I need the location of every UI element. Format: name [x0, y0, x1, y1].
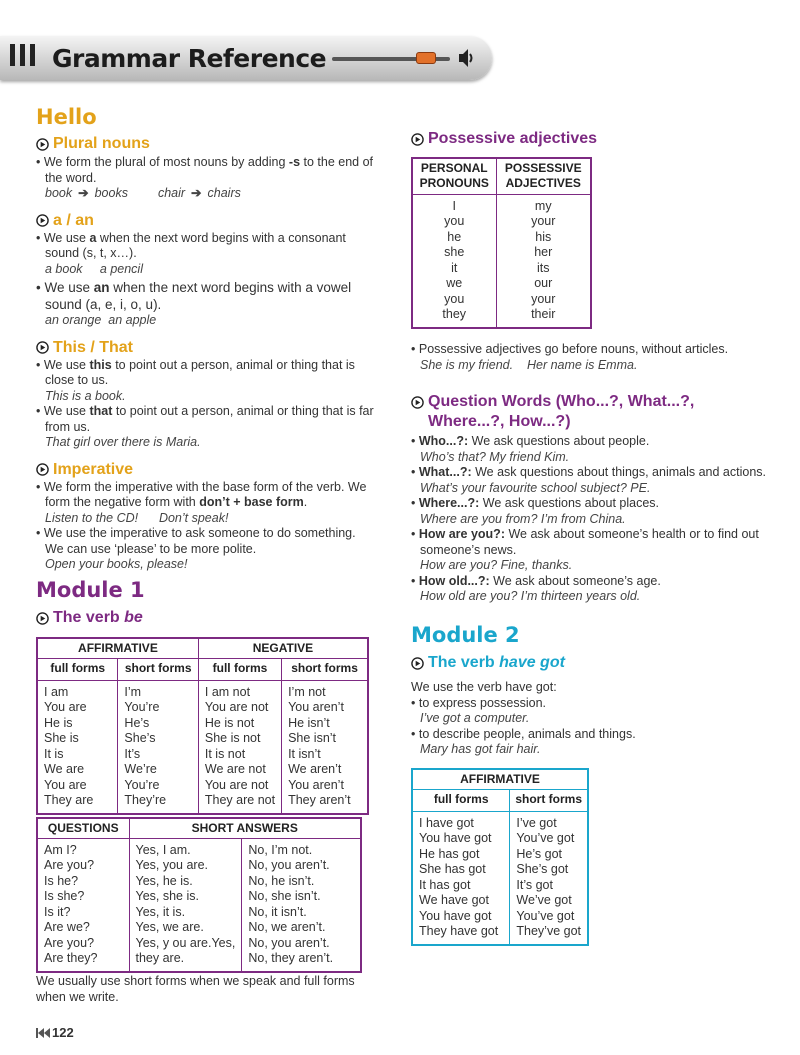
play-icon[interactable] [36, 612, 49, 625]
a-an-rule-2: • We use an when the next word begins with a vowel sound (a, e, i, o, u). [36, 279, 376, 313]
column-header: short forms [118, 658, 198, 680]
possessive-table [411, 157, 592, 329]
rewind-icon [36, 1028, 50, 1038]
verb-be-title: The verb be [53, 609, 143, 626]
plural-nouns-rule: • We form the plural of most nouns by adding -s to the end of the word. [36, 155, 376, 186]
column-header: short forms [282, 658, 368, 680]
question-example: What’s your favourite school subject? PE. [420, 480, 651, 495]
section-title-module-2: Module 2 [411, 623, 520, 647]
question-text: We ask about someone’s age. [489, 573, 661, 588]
table-cell: my your his her its our your their [496, 194, 591, 328]
that-rule: • We use that to point out a person, animal or thing that is far from us. [36, 404, 376, 435]
arrow-icon: ➔ [78, 186, 89, 200]
plural-nouns-title: Plural nouns [53, 135, 150, 152]
have-got-example-2: Mary has got fair hair. [420, 742, 541, 756]
this-that-heading [36, 338, 376, 358]
have-got-notes [411, 680, 781, 758]
slider-knob[interactable] [416, 52, 436, 64]
imperative-title: Imperative [53, 460, 134, 478]
question-text: We ask questions about people. [468, 434, 650, 448]
table-cell: Yes, I am. Yes, you are. Yes, he is. Yes, she is. Yes, it is. Yes, we are. Yes, y ou are.Yes, they are. [129, 838, 242, 972]
possessive-rule: • Possessive adjectives go before nouns, without articles. [411, 342, 781, 358]
verb-be-heading [36, 608, 143, 628]
table-cell: I’m You’re He’s She’s It’s We’re You’re They’re [118, 680, 198, 814]
table-cell: I’m not You aren’t He isn’t She isn’t It isn’t We aren’t You aren’t They aren’t [282, 680, 368, 814]
table-cell: No, I’m not. No, you aren’t. No, he isn’t. No, she isn’t. No, it isn’t. No, we aren’t. No, you aren’t. No, they aren’t. [242, 838, 361, 972]
section-title-module-1: Module 1 [36, 578, 145, 602]
example-word: book [45, 186, 73, 200]
this-example: This is a book. [45, 388, 126, 403]
question-example: How old are you? I’m thirteen years old. [420, 589, 641, 603]
column-header: full forms [37, 658, 118, 680]
table-header: AFFIRMATIVE [37, 638, 198, 658]
example-word: books [94, 186, 128, 200]
example-word: chair [157, 186, 186, 200]
column-header: full forms [412, 789, 510, 811]
list-item [411, 434, 786, 450]
table-cell: I am You are He is She is It is We are You are They are [37, 680, 118, 814]
column-header: full forms [198, 658, 281, 680]
question-example: Where are you from? I’m from China. [420, 511, 626, 526]
column-header: short forms [510, 789, 588, 811]
left-column [36, 104, 376, 573]
have-got-heading [411, 653, 565, 673]
question-text: We ask questions about places. [479, 496, 660, 510]
bars-icon [10, 44, 35, 66]
table-cell: I you he she it we you they [412, 194, 496, 328]
table-header: AFFIRMATIVE [412, 769, 588, 789]
play-icon[interactable] [36, 214, 49, 227]
question-key: Where...?: [418, 496, 480, 510]
table-header: QUESTIONS [37, 818, 129, 838]
play-icon[interactable] [36, 463, 49, 476]
have-got-table [411, 768, 589, 946]
questions-table [36, 817, 362, 973]
this-rule: • We use this to point out a person, animal or thing that is close to us. [36, 358, 376, 389]
plural-nouns-heading [36, 134, 376, 154]
list-item [411, 574, 786, 590]
question-words-section [411, 392, 786, 605]
example-word: chairs [207, 186, 241, 200]
module-1-note: We usually use short forms when we speak and full forms when we write. [36, 974, 355, 1004]
question-words-list [411, 434, 786, 605]
possessive-title: Possessive adjectives [428, 130, 598, 147]
imperative-example-2: Open your books, please! [45, 557, 188, 571]
table-cell: I’ve got You’ve got He’s got She’s got It’s got We’ve got You’ve got They’ve got [510, 811, 588, 945]
table-cell: I am not You are not He is not She is not It is not We are not You are not They are not [198, 680, 281, 814]
possessive-heading [411, 129, 597, 149]
play-icon[interactable] [411, 657, 424, 670]
page-title: Grammar Reference [52, 44, 327, 73]
imperative-rule-1: • We form the imperative with the base form of the verb. We form the negative form with don’t + base form. [36, 480, 376, 511]
have-got-intro: We use the verb have got: [411, 680, 557, 694]
play-icon[interactable] [36, 341, 49, 354]
question-key: How old...?: [418, 573, 490, 588]
question-key: Who...?: [418, 434, 469, 448]
question-text: We ask about someone’s health or to find out someone’s news. [420, 527, 759, 557]
imperative-example-1: Listen to the CD! Don’t speak! [45, 510, 229, 525]
that-example: That girl over there is Maria. [45, 435, 201, 449]
imperative-heading [36, 460, 376, 480]
table-header: SHORT ANSWERS [129, 818, 361, 838]
page-footer [36, 1025, 74, 1041]
question-key: What...?: [418, 465, 472, 479]
possessive-example: She is my friend. Her name is Emma. [420, 357, 638, 372]
list-item [411, 465, 786, 481]
play-icon[interactable] [411, 396, 424, 409]
play-icon[interactable] [36, 138, 49, 151]
speaker-icon[interactable] [458, 47, 476, 69]
have-got-title: The verb have got [428, 654, 565, 671]
question-example: How are you? Fine, thanks. [420, 558, 573, 572]
verb-be-table [36, 637, 369, 815]
table-cell: I have got You have got He has got She has got It has got We have got You have got They have got [412, 811, 510, 945]
a-an-rule-1: • We use a when the next word begins with a consonant sound (s, t, x…). [36, 231, 376, 262]
possessive-notes [411, 342, 781, 373]
table-header: POSSESSIVE ADJECTIVES [496, 158, 591, 194]
a-an-example-2: an orange an apple [45, 313, 157, 327]
question-key: How are you?: [418, 527, 505, 541]
plural-nouns-example [36, 186, 376, 202]
table-header: NEGATIVE [198, 638, 368, 658]
a-an-heading [36, 211, 376, 231]
question-text: We ask questions about things, animals and actions. [471, 465, 767, 479]
question-words-title-line-2: Where...?, How...?) [428, 413, 571, 430]
arrow-icon: ➔ [191, 186, 202, 200]
table-header: PERSONAL PRONOUNS [412, 158, 496, 194]
this-that-title: This / That [53, 338, 133, 356]
play-icon[interactable] [411, 133, 424, 146]
table-cell: Am I? Are you? Is he? Is she? Is it? Are we? Are you? Are they? [37, 838, 129, 972]
have-got-rule-1: • to express possession. [411, 696, 781, 712]
question-example: Who’s that? My friend Kim. [420, 449, 570, 464]
have-got-rule-2: • to describe people, animals and things. [411, 727, 781, 743]
have-got-example-1: I’ve got a computer. [420, 711, 530, 725]
list-item [411, 496, 786, 512]
section-title-hello: Hello [36, 105, 97, 129]
header-banner [0, 36, 492, 80]
page-number: 122 [52, 1025, 74, 1040]
imperative-rule-2: • We use the imperative to ask someone to do something. We can use ‘please’ to be more polite. [36, 526, 376, 557]
question-words-title-line-1: Question Words (Who...?, What...?, [428, 393, 695, 410]
a-an-example-1: a book a pencil [45, 261, 143, 276]
list-item [411, 527, 786, 558]
a-an-title: a / an [53, 211, 94, 229]
question-words-heading [411, 392, 786, 412]
